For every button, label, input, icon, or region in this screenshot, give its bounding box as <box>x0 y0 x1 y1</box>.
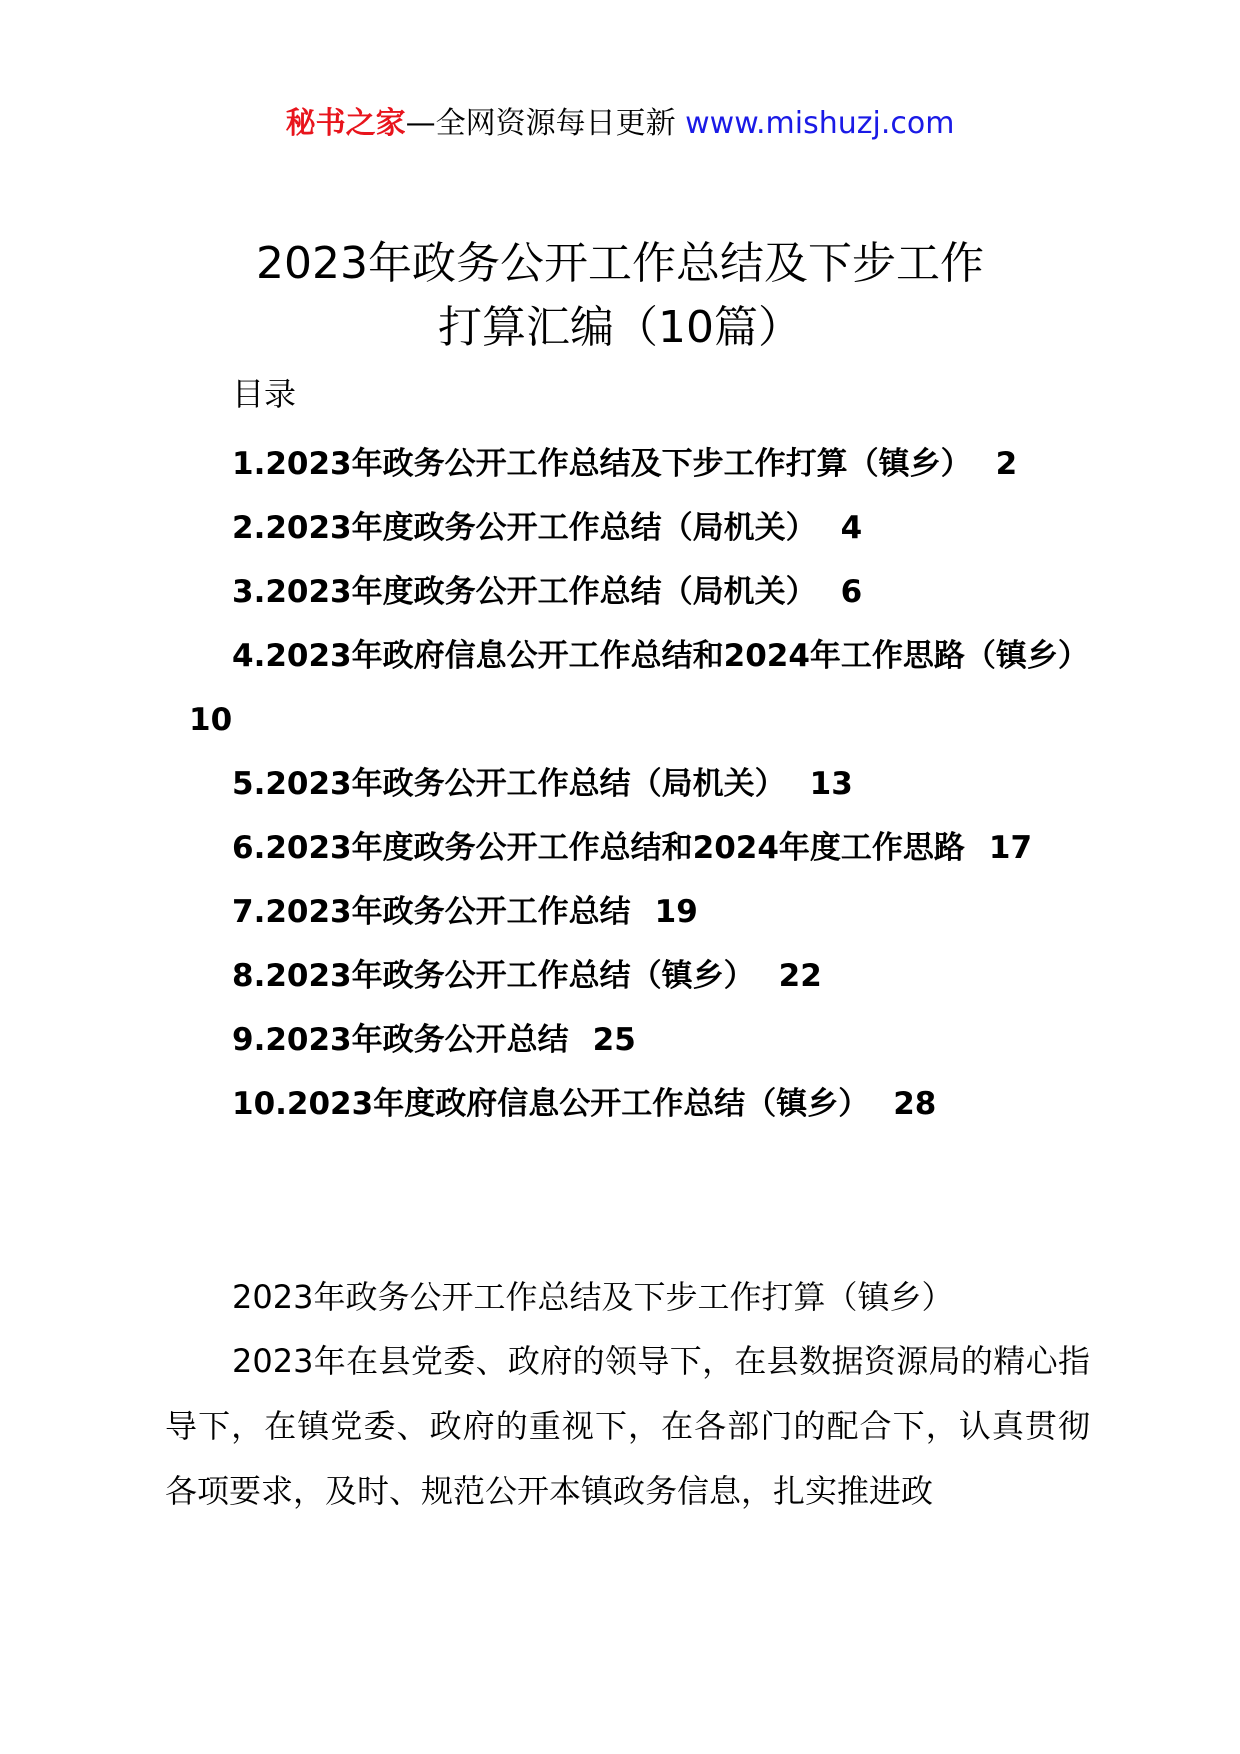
body-paragraph: 2023年在县党委、政府的领导下，在县数据资源局的精心指导下，在镇党委、政府的重视下，在各部门的配合下，认真贯彻各项要求，及时、规范公开本镇政务信息，扎实推进政 <box>165 1342 1090 1510</box>
toc-item-1[interactable] <box>165 432 1095 496</box>
toc-item-page: 13 <box>809 766 853 802</box>
toc-item-label: 4.2023年政府信息公开工作总结和2024年工作思路（镇乡） <box>232 638 1089 674</box>
toc-item-label: 2.2023年度政务公开工作总结（局机关） <box>232 510 817 546</box>
toc-item-page: 4 <box>840 510 863 546</box>
toc-heading: 目录 <box>232 375 297 413</box>
toc-item-9[interactable] <box>165 1008 1095 1072</box>
toc-item-page: 10 <box>189 702 233 738</box>
title-line-1: 2023年政务公开工作总结及下步工作 <box>256 238 984 289</box>
toc-item-label: 3.2023年度政务公开工作总结（局机关） <box>232 574 817 610</box>
website-link[interactable]: www.mishuzj.com <box>685 106 955 141</box>
toc-item-10[interactable] <box>165 1072 1095 1136</box>
toc-item-label: 9.2023年政务公开总结 <box>232 1022 569 1058</box>
toc-item-2[interactable] <box>165 496 1095 560</box>
document-body <box>165 1265 1090 1524</box>
toc-item-page: 19 <box>654 894 698 930</box>
toc-item-5[interactable] <box>165 752 1095 816</box>
table-of-contents <box>165 432 1095 1136</box>
toc-item-page: 17 <box>988 830 1033 866</box>
toc-item-label: 5.2023年政务公开工作总结（局机关） <box>232 766 786 802</box>
toc-item-label: 7.2023年政务公开工作总结 <box>232 894 631 930</box>
toc-item-label: 6.2023年度政务公开工作总结和2024年度工作思路 <box>232 830 965 866</box>
toc-item-3[interactable] <box>165 560 1095 624</box>
toc-item-page: 22 <box>778 958 822 994</box>
site-header <box>0 98 1240 150</box>
toc-item-label: 8.2023年政务公开工作总结（镇乡） <box>232 958 755 994</box>
toc-item-page: 28 <box>893 1086 937 1122</box>
section-title: 2023年政务公开工作总结及下步工作打算（镇乡） <box>232 1278 954 1316</box>
toc-item-label: 1.2023年政务公开工作总结及下步工作打算（镇乡） <box>232 446 972 482</box>
brand-name: 秘书之家 <box>285 106 406 141</box>
toc-item-6[interactable] <box>165 816 1095 880</box>
header-slogan: —全网资源每日更新 <box>405 106 676 141</box>
toc-item-page: 6 <box>840 574 863 610</box>
document-title <box>0 232 1240 360</box>
toc-item-page: 25 <box>592 1022 636 1058</box>
toc-item-7[interactable] <box>165 880 1095 944</box>
title-line-2: 打算汇编（10篇） <box>438 302 802 353</box>
toc-item-page: 2 <box>995 446 1018 482</box>
toc-item-8[interactable] <box>165 944 1095 1008</box>
toc-item-4[interactable] <box>165 624 1095 752</box>
toc-item-label: 10.2023年度政府信息公开工作总结（镇乡） <box>232 1086 870 1122</box>
